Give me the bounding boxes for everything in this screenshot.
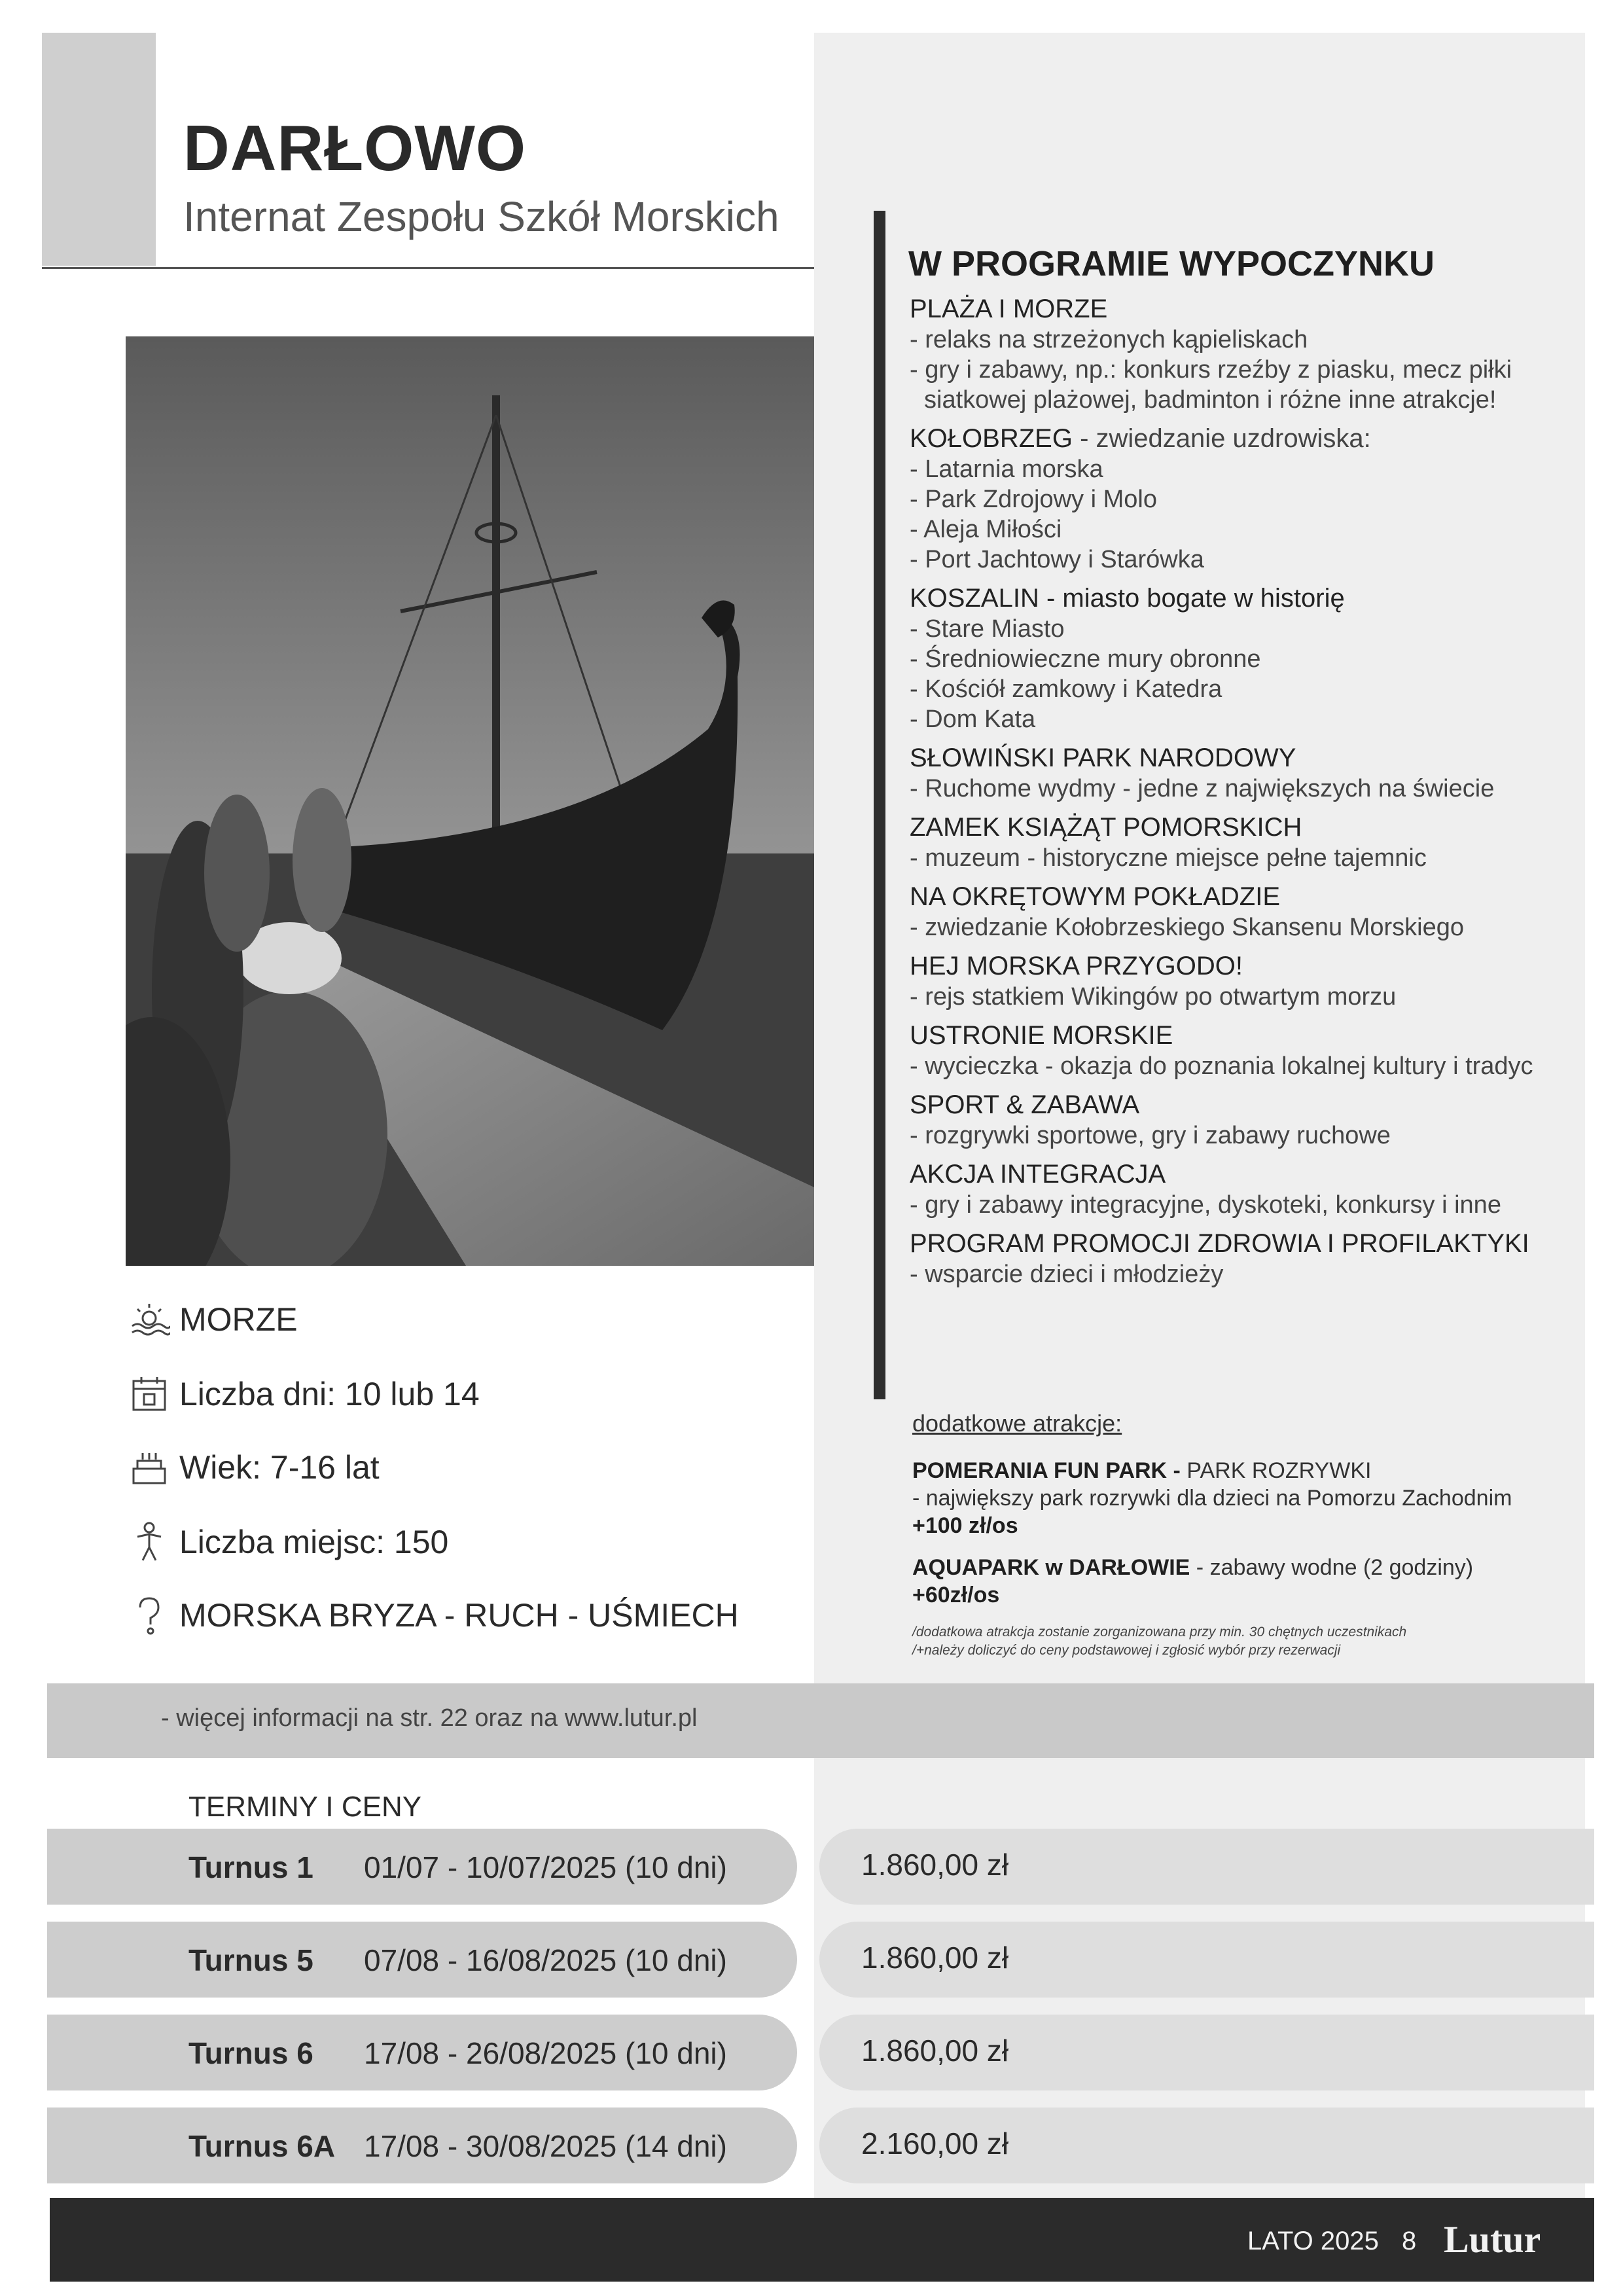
program-item-line: - Park Zdrojowy i Molo: [910, 486, 1157, 513]
birthday-cake-icon: [128, 1446, 170, 1488]
program-title: W PROGRAMIE WYPOCZYNKU: [908, 244, 1435, 283]
fact-motto: [128, 1589, 739, 1641]
program-item: [910, 742, 1571, 804]
program-item-heading: USTRONIE MORSKIE: [910, 1021, 1173, 1050]
fact-text: Liczba dni: 10 lub 14: [179, 1376, 480, 1412]
extra-name: POMERANIA FUN PARK -: [912, 1458, 1181, 1483]
program-item-line: - Kościół zamkowy i Katedra: [910, 675, 1222, 703]
program-item-line: - Ruchome wydmy - jedne z największych na świecie: [910, 775, 1495, 802]
extra-tail: - zabawy wodne (2 godziny): [1190, 1555, 1474, 1580]
turnus-price: 1.860,00 zł: [861, 1848, 1009, 1882]
turnus-dates: 01/07 - 10/07/2025 (10 dni): [364, 1850, 727, 1884]
extra-attraction: [912, 1457, 1573, 1539]
extra-tail: PARK ROZRYWKI: [1180, 1458, 1372, 1483]
program-item-line: - muzeum - historyczne miejsce pełne tajemnic: [910, 844, 1427, 872]
program-item: [910, 1228, 1571, 1289]
program-item-line: - rozgrywki sportowe, gry i zabawy ruchowe: [910, 1122, 1391, 1149]
header-accent-block: [42, 33, 156, 266]
extra-attraction: [912, 1554, 1573, 1609]
program-list: [910, 293, 1571, 1297]
question-mark-icon: [128, 1594, 170, 1636]
program-item: [910, 950, 1571, 1012]
calendar-icon: [128, 1373, 170, 1415]
fact-text: MORSKA BRYZA - RUCH - UŚMIECH: [179, 1597, 739, 1634]
program-item-line: - rejs statkiem Wikingów po otwartym morzu: [910, 983, 1397, 1011]
program-item-line: - zwiedzanie Kołobrzeskiego Skansenu Morskiego: [910, 914, 1465, 941]
program-item-line: - Średniowieczne mury obronne: [910, 645, 1261, 673]
turnus-name: Turnus 5: [188, 1943, 313, 1977]
program-item-heading: KOŁOBRZEG: [910, 424, 1073, 453]
program-item: [910, 1158, 1571, 1220]
extra-description: - największy park rozrywki dla dzieci na Pomorzu Zachodnim: [912, 1486, 1512, 1511]
program-item-line: siatkowej plażowej, badminton i różne inne atrakcje!: [924, 386, 1497, 414]
header-divider: [42, 267, 814, 269]
program-item-line: - Dom Kata: [910, 706, 1036, 733]
footer-season: LATO 2025: [1247, 2227, 1379, 2255]
program-item-heading: ZAMEK KSIĄŻĄT POMORSKICH: [910, 813, 1302, 842]
program-item-line: - wycieczka - okazja do poznania lokalnej kultury i tradyc: [910, 1052, 1533, 1080]
turnus-name: Turnus 1: [188, 1850, 313, 1884]
turnus-dates: 17/08 - 26/08/2025 (10 dni): [364, 2036, 727, 2070]
program-item-line: - relaks na strzeżonych kąpieliskach: [910, 326, 1308, 353]
turnus-dates: 07/08 - 16/08/2025 (10 dni): [364, 1943, 727, 1977]
program-item-heading: SPORT & ZABAWA: [910, 1090, 1140, 1119]
more-info-text: - więcej informacji na str. 22 oraz na www.lutur.pl: [161, 1704, 698, 1732]
fact-age: [128, 1441, 380, 1494]
program-item: [910, 423, 1571, 575]
turnus-price: 1.860,00 zł: [861, 2034, 1009, 2068]
fact-days: [128, 1368, 480, 1420]
extras-footnote: [912, 1623, 1573, 1660]
program-accent-bar: [874, 211, 885, 1399]
fact-places: [128, 1516, 448, 1568]
program-item-heading: AKCJA INTEGRACJA: [910, 1160, 1166, 1189]
page-title: DARŁOWO: [183, 112, 527, 184]
extras-note-line: /+należy doliczyć do ceny podstawowej i zgłosić wybór przy rezerwacji: [912, 1643, 1341, 1658]
person-icon: [128, 1521, 170, 1563]
program-item-heading: PLAŻA I MORZE: [910, 295, 1108, 323]
fact-text: Wiek: 7-16 lat: [179, 1449, 380, 1486]
extra-price: +100 zł/os: [912, 1513, 1018, 1538]
sea-waves-icon: [128, 1299, 170, 1340]
extras-note-line: /dodatkowa atrakcja zostanie zorganizowana przy min. 30 chętnych uczestnikach: [912, 1624, 1407, 1640]
page-number: 8: [1402, 2227, 1417, 2255]
terms-heading: TERMINY I CENY: [188, 1791, 422, 1823]
program-item: [910, 293, 1571, 415]
program-item-line: - Aleja Miłości: [910, 516, 1062, 543]
program-item-line: - Latarnia morska: [910, 456, 1103, 483]
brand-logo: Lutur: [1444, 2218, 1541, 2261]
program-item-heading: NA OKRĘTOWYM POKŁADZIE: [910, 882, 1281, 911]
program-item-line: - Port Jachtowy i Starówka: [910, 546, 1204, 573]
fact-text: MORZE: [179, 1301, 298, 1338]
turnus-price: 2.160,00 zł: [861, 2126, 1009, 2161]
program-item: [910, 583, 1571, 734]
program-item-heading: PROGRAM PROMOCJI ZDROWIA I PROFILAKTYKI: [910, 1229, 1529, 1258]
program-item: [910, 1089, 1571, 1151]
program-item-line: - gry i zabawy, np.: konkurs rzeźby z piasku, mecz piłki: [910, 356, 1512, 384]
viking-ship-photo: [126, 336, 814, 1266]
program-item-heading-rest: - zwiedzanie uzdrowiska:: [1072, 424, 1371, 453]
program-item: [910, 812, 1571, 873]
turnus-name: Turnus 6A: [188, 2129, 336, 2163]
program-item-line: - wsparcie dzieci i młodzieży: [910, 1261, 1224, 1288]
program-item-line: - gry i zabawy integracyjne, dyskoteki, konkursy i inne: [910, 1191, 1501, 1219]
extras-heading: dodatkowe atrakcje:: [912, 1410, 1122, 1437]
fact-text: Liczba miejsc: 150: [179, 1524, 449, 1560]
extra-name: AQUAPARK w DARŁOWIE: [912, 1555, 1190, 1580]
program-item-heading: HEJ MORSKA PRZYGODO!: [910, 952, 1243, 980]
program-item: [910, 881, 1571, 942]
fact-destination: [128, 1293, 298, 1346]
program-item-heading: KOSZALIN - miasto bogate w historię: [910, 584, 1345, 613]
page-subtitle: Internat Zespołu Szkół Morskich: [183, 193, 779, 240]
program-item: [910, 1020, 1571, 1081]
program-item-heading: SŁOWIŃSKI PARK NARODOWY: [910, 744, 1296, 772]
turnus-dates: 17/08 - 30/08/2025 (14 dni): [364, 2129, 727, 2163]
turnus-price: 1.860,00 zł: [861, 1941, 1009, 1975]
extra-price: +60zł/os: [912, 1583, 1000, 1607]
program-item-line: - Stare Miasto: [910, 615, 1065, 643]
turnus-name: Turnus 6: [188, 2036, 313, 2070]
